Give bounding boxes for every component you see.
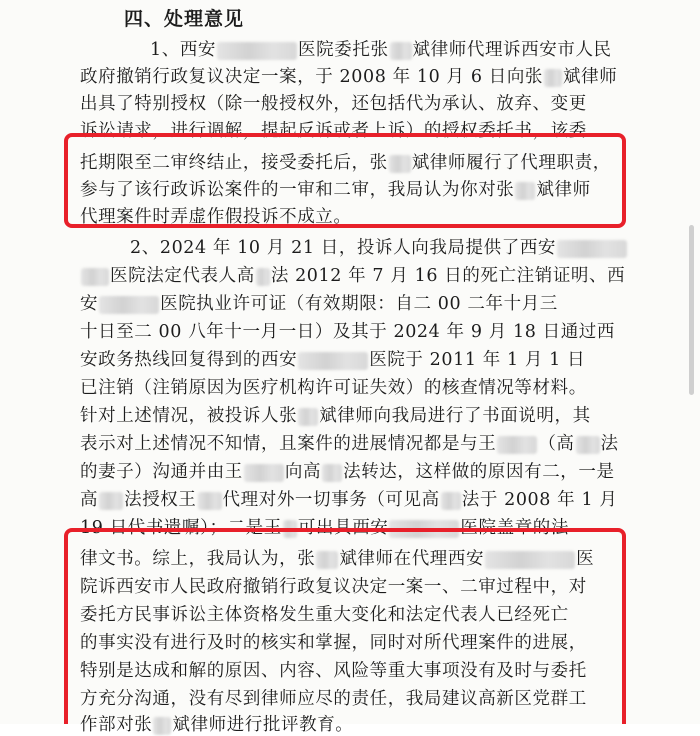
text-line (80, 573, 587, 598)
redacted-blur (389, 155, 411, 173)
text-segment: 向高 (284, 462, 322, 482)
text-segment: 法 (600, 434, 619, 454)
text-segment: 2、2024 年 10 月 21 日，投诉人向我局提供了西安 (130, 238, 557, 258)
redacted-blur (389, 520, 459, 538)
text-line (80, 374, 587, 399)
redacted-blur (153, 717, 171, 735)
text-segment: 1、西安 (150, 40, 217, 60)
redacted-blur (256, 268, 270, 286)
redacted-blur (441, 492, 461, 510)
redacted-blur (198, 492, 222, 510)
text-line (80, 601, 569, 626)
text-line (80, 90, 587, 115)
text-segment: 安 (80, 294, 99, 314)
redacted-blur (557, 240, 627, 258)
text-segment: 参与了该行政诉讼案件的一审和二审，我局认为你对张 (80, 180, 515, 200)
text-line (80, 318, 615, 343)
text-line (80, 176, 591, 201)
text-segment: 斌律师向我局进行了书面说明，其 (319, 406, 591, 426)
text-line (80, 63, 617, 88)
text-line (80, 149, 611, 174)
text-line (80, 203, 352, 228)
text-segment: 法授权王 (124, 490, 197, 510)
text-segment: 作部对张 (80, 715, 153, 735)
text-line (80, 346, 585, 371)
text-segment: 表示对上述情况不知情，且案件的进展情况都是与王 (80, 434, 497, 454)
text-segment: 的事实没有进行及时的核实和掌握，同时对所代理案件的进展， (80, 633, 587, 653)
text-line (80, 458, 615, 483)
text-segment: 19 日代书遗嘱）；二是王 (80, 518, 282, 538)
text-segment: 的妻子）沟通并由王 (80, 462, 243, 482)
text-segment: 安政务热线回复得到的西安 (80, 350, 298, 370)
text-line (80, 685, 587, 710)
text-segment: 政府撤销行政复议决定一案，于 2008 年 10 月 6 日向张 (80, 67, 544, 87)
section-heading: 四、处理意见 (124, 8, 245, 30)
text-line (130, 234, 628, 259)
text-segment: 院诉西安市人民政府撤销行政复议决定一案一、二审过程中，对 (80, 577, 587, 597)
text-segment: 医 (576, 549, 595, 569)
text-segment: 法转达，这样做的原因有二，一是 (343, 462, 615, 482)
text-segment: 医院法定代表人高 (110, 266, 255, 286)
text-segment: 高 (80, 490, 99, 510)
text-line (80, 430, 619, 455)
redacted-blur (544, 69, 562, 87)
text-segment: 医院盖章的法 (460, 518, 569, 538)
redacted-blur (298, 408, 318, 426)
text-line (80, 290, 558, 315)
redacted-blur (485, 551, 575, 569)
text-line (80, 486, 617, 511)
text-segment: 已注销（注销原因为医疗机构许可证失效）的核查情况等材料。 (80, 378, 587, 398)
text-line (80, 402, 591, 427)
text-segment: 出具了特别授权（除一般授权外，还包括代为承认、放弃、变更 (80, 94, 587, 114)
redacted-blur (576, 436, 600, 454)
text-segment: 律文书。综上，我局认为，张 (80, 549, 316, 569)
redacted-blur (99, 492, 123, 510)
redacted-blur (99, 296, 159, 314)
redacted-blur (298, 352, 368, 370)
text-segment: 斌律师进行批评教育。 (172, 715, 354, 735)
text-line (80, 629, 587, 654)
text-line (80, 117, 587, 142)
redacted-blur (81, 268, 109, 286)
redacted-blur (390, 42, 412, 60)
redacted-blur (283, 520, 297, 538)
text-segment: 医院于 2011 年 1 月 1 日 (369, 350, 586, 370)
text-segment: 代理案件时弄虚作假投诉不成立。 (80, 207, 352, 227)
text-segment: 十日至二 00 八年十一月一日）及其于 2024 年 9 月 18 日通过西 (80, 322, 616, 342)
text-segment: 法于 2008 年 1 月 (461, 490, 618, 510)
redacted-blur (497, 436, 537, 454)
text-segment: 托期限至二审终结止，接受委托后，张 (80, 153, 388, 173)
redacted-blur (316, 551, 338, 569)
text-segment: 斌律师履行了代理职责， (411, 153, 611, 173)
text-segment: 诉讼请求，进行调解，提起反诉或者上诉）的授权委托书，该委 (80, 121, 587, 141)
text-segment: 委托方民事诉讼主体资格发生重大变化和法定代表人已经死亡 (80, 605, 569, 625)
text-segment: 方充分沟通，没有尽到律师应尽的责任，我局建议高新区党群工 (80, 689, 587, 709)
redacted-blur (217, 42, 297, 60)
redacted-blur (515, 182, 535, 200)
text-line (80, 545, 594, 570)
text-line (150, 36, 612, 61)
text-segment: 斌律师在代理西安 (339, 549, 485, 569)
text-segment: 医院执业许可证（有效期限：自二 00 二年十月三 (160, 294, 558, 314)
redacted-blur (244, 464, 284, 482)
text-segment: 法 2012 年 7 月 16 日的死亡注销证明、西 (270, 266, 626, 286)
text-segment: 针对上述情况，被投诉人张 (80, 406, 298, 426)
scrollbar[interactable] (689, 225, 694, 395)
text-line (80, 262, 625, 287)
text-line (80, 657, 587, 682)
text-segment: 特别是达成和解的原因、内容、风险等重大事项没有及时与委托 (80, 661, 587, 681)
text-segment: 代理对外一切事务（可见高 (222, 490, 440, 510)
text-segment: 斌律师 (563, 67, 618, 87)
text-segment: 斌律师 (536, 180, 591, 200)
text-segment: 医院委托张 (298, 40, 389, 60)
redacted-blur (322, 464, 342, 482)
text-segment: 斌律师代理诉西安市人民 (412, 40, 612, 60)
text-segment: （高 (538, 434, 575, 454)
text-segment: 可出具西安 (297, 518, 389, 538)
text-line (80, 514, 569, 539)
